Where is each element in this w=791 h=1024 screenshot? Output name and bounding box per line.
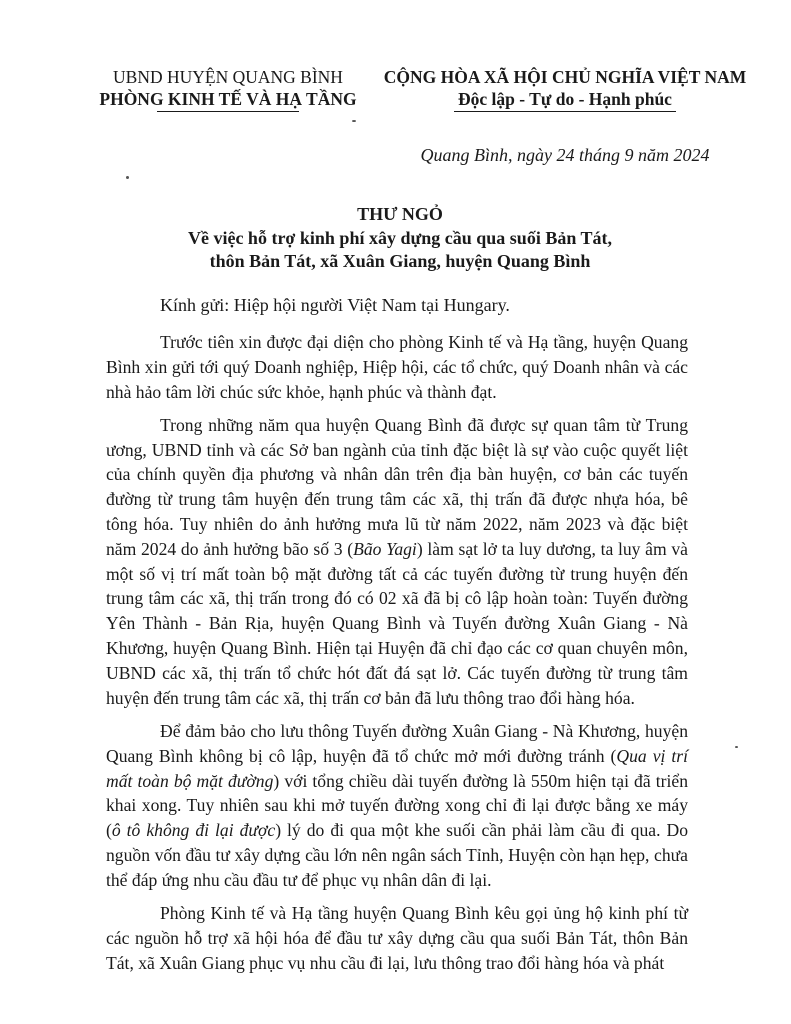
bypass-note-italic: Qua vị trí mất toàn bộ mặt đường xyxy=(106,745,688,791)
car-note-italic: ô tô không đi lại được xyxy=(111,820,276,841)
agency-name-line1: UBND HUYỆN QUANG BÌNH xyxy=(113,67,343,87)
paragraph-greeting: Trước tiên xin được đại diện cho phòng Kinh tế và Hạ tầng, huyện Quang Bình xin gửi tới quý Doanh nghiệp, Hiệp hội, các tổ chức, quý Doanh nhân và các nhà hảo tâm lời chúc sức khỏe, hạnh phúc và thành đạt. xyxy=(106,332,688,402)
paragraph-bypass-text-b: ) với tổng chiều dài tuyến đường là 550m hiện tại đã triển khai xong. Tuy nhiên sau khi mở tuyến đường xong chỉ đi lại được bằng xe máy ( xyxy=(106,770,688,841)
place-and-date: Quang Bình, ngày 24 tháng 9 năm 2024 xyxy=(420,145,710,165)
nation-name: CỘNG HÒA XÃ HỘI CHỦ NGHĨA VIỆT NAM xyxy=(383,67,747,87)
motto-underline xyxy=(454,111,676,112)
national-motto: Độc lập - Tự do - Hạnh phúc xyxy=(458,89,672,109)
paragraph-bypass-road xyxy=(106,719,688,893)
storm-name: Bão Yagi xyxy=(353,538,417,559)
letter-title xyxy=(100,203,700,273)
national-motto-header xyxy=(360,66,770,112)
paragraph-bypass-text-a: Để đảm bảo cho lưu thông Tuyến đường Xuân Giang - Nà Khương, huyện Quang Bình không bị cô lập, huyện đã tổ chức mở mới đường tránh ( xyxy=(106,720,688,766)
letter-subject-line1: Về việc hỗ trợ kinh phí xây dựng cầu qua suối Bản Tát, xyxy=(187,228,613,248)
letter-subject-line2: thôn Bản Tát, xã Xuân Giang, huyện Quang Bình xyxy=(209,251,591,271)
paragraph-background-text-b: ) làm sạt lở ta luy dương, ta luy âm và một số vị trí mất toàn bộ mặt đường tất cả các tuyến đường từ trung huyện đến trung tâm các xã, thị trấn trong đó có 02 xã đã bị cô lập hoàn toàn: Tuyến đường Yên Thành - Bản Rịa, huyện Quang Bình và Tuyến đường Xuân Giang - Nà Khương, huyện Quang Bình. Hiện tại Huyện đã chỉ đạo các cơ quan chuyên môn, UBND các xã, thị trấn tổ chức hót đất đá sạt lở. Các tuyến đường từ trung tâm huyện đến trung tâm các xã, thị trấn cơ bản đã lưu thông trao đổi hàng hóa. xyxy=(106,538,688,708)
agency-name-line2: PHÒNG KINH TẾ VÀ HẠ TẦNG xyxy=(99,89,357,109)
paragraph-background xyxy=(106,413,688,711)
letter-body xyxy=(106,330,688,984)
paragraph-background-text-a: Trong những năm qua huyện Quang Bình đã được sự quan tâm từ Trung ương, UBND tỉnh và các Sở ban ngành của tỉnh đặc biệt là sự vào cuộc quyết liệt của chính quyền địa phương và nhân dân trên địa bàn huyện, cơ bản các tuyến đường từ trung tâm huyện đến trung tâm các xã, thị trấn đã được nhựa hóa, bê tông hóa. Tuy nhiên do ảnh hưởng mưa lũ từ năm 2022, năm 2023 và đặc biệt năm 2024 do ảnh hưởng bão số 3 ( xyxy=(106,414,688,559)
issuing-agency-header xyxy=(78,66,378,112)
recipient-line: Kính gửi: Hiệp hội người Việt Nam tại Hungary. xyxy=(160,295,510,315)
agency-underline xyxy=(157,111,299,112)
letter-heading: THƯ NGỎ xyxy=(357,204,443,224)
paragraph-bypass-text-c: ) lý do đi qua một khe suối cần phải làm cầu đi qua. Do nguồn vốn đầu tư xây dựng cầu lớn nên ngân sách Tỉnh, Huyện còn hạn hẹp, chưa thể đáp ứng nhu cầu đầu tư để phục vụ nhân dân đi lại. xyxy=(106,820,688,890)
scan-speck xyxy=(735,746,738,748)
scan-speck xyxy=(352,120,356,122)
paragraph-appeal: Phòng Kinh tế và Hạ tầng huyện Quang Bình kêu gọi ủng hộ kinh phí từ các nguồn hỗ trợ xã hội hóa để đầu tư xây dựng cầu qua suối Bản Tát, thôn Bản Tát, xã Xuân Giang phục vụ nhu cầu đi lại, lưu thông trao đổi hàng hóa và phát xyxy=(106,903,688,973)
scan-speck xyxy=(126,176,129,179)
